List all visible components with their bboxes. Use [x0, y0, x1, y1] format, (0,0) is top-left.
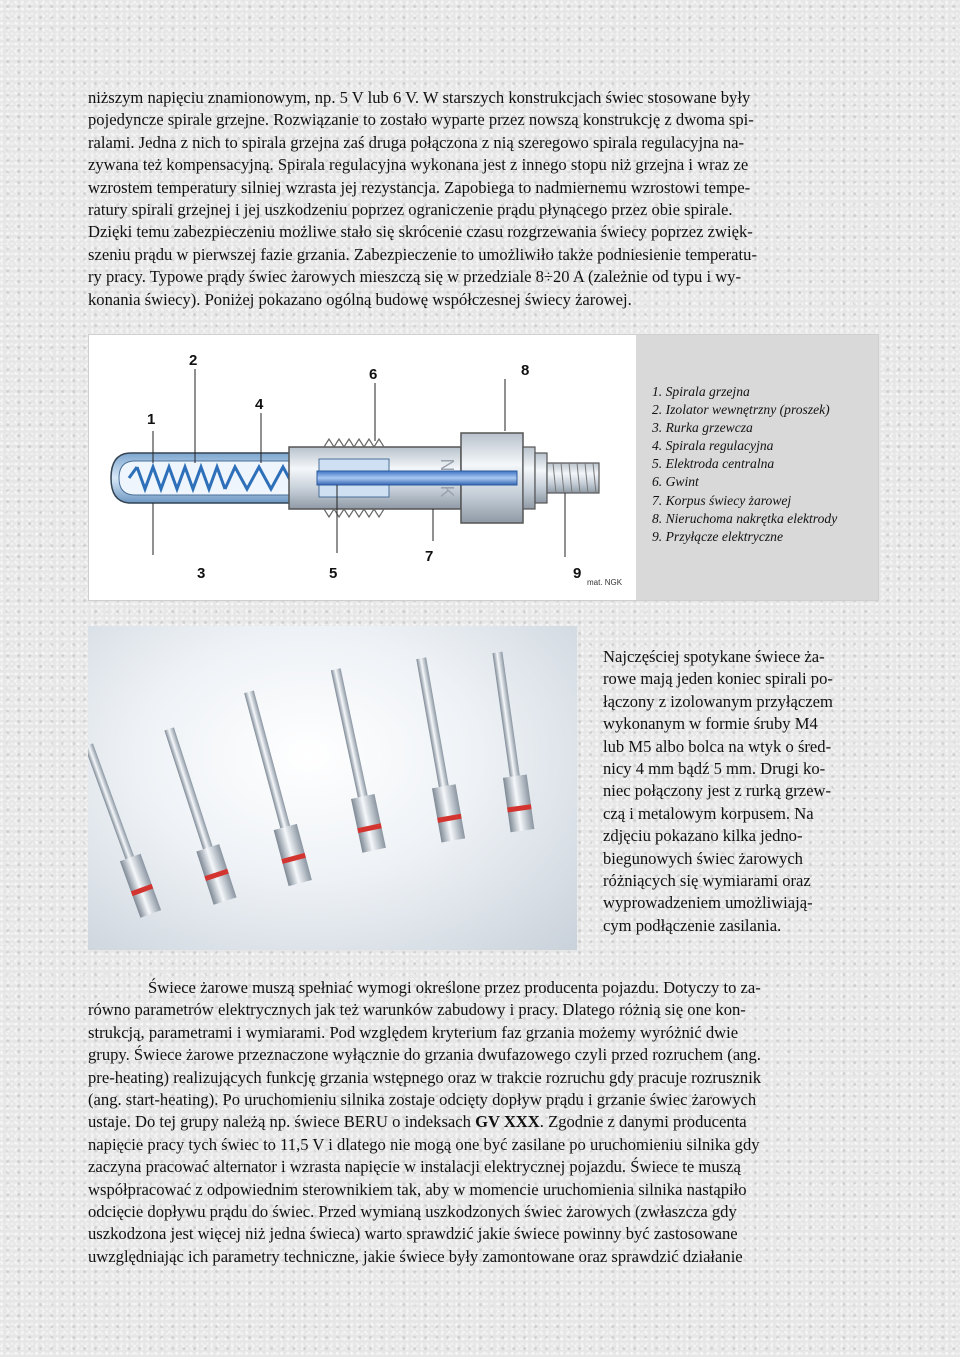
centre-electrode	[317, 471, 517, 485]
legend-item: 1. Spirala grzejna	[652, 384, 750, 399]
glow-plug-diagram	[88, 334, 879, 601]
text-line: ralami. Jedna z nich to spirala grzejna zaś druga połączona z nią szeregowo spirala regulacyjna na-	[88, 132, 745, 152]
source-credit: mat. NGK	[587, 578, 623, 587]
text-line: zaczyna pracować alternator i wzrasta napięcie w instalacji elektrycznej pojazdu. Świece te muszą	[88, 1157, 741, 1177]
legend-item: 6. Gwint	[652, 474, 699, 490]
glow-plugs-photo	[88, 626, 577, 950]
text-line: cym podłączenie zasilania.	[603, 915, 782, 935]
text-line: ratury spirali grzejnej i jej uszkodzeniu poprzez ograniczenie prądu płynącego przez obie spirale.	[88, 200, 733, 220]
text-line: uszkodzona jest więcej niż jedna świeca) warto sprawdzić jakie świece powinny być zastosowane	[88, 1224, 738, 1244]
text-line: pre-heating) realizujących funkcję grzania wstępnego oraz w trakcie rozruchu gdy pracuje rozrusznik	[88, 1067, 762, 1087]
label-2: 2	[189, 352, 198, 369]
label-8: 8	[521, 362, 530, 379]
text-line: wzrostem temperatury silniej wzrasta jej rezystancja. Zapobiega to nadmiernemu wzrostowi tempe-	[88, 177, 751, 197]
text-line: niec połączony jest z rurką grzew-	[603, 781, 832, 801]
terminal	[547, 463, 599, 493]
text-line: ry pracy. Typowe prądy świec żarowych mieszczą się w przedziale 8÷20 A (zależnie od typu i wy-	[88, 267, 742, 287]
legend-item: 7. Korpus świecy żarowej	[652, 492, 792, 508]
text-line: rowe mają jeden koniec spirali po-	[603, 669, 833, 689]
label-5: 5	[329, 565, 338, 582]
text-line: lub M5 albo bolca na wtyk o śred-	[603, 736, 832, 756]
text-line: łączony z izolowanym przyłączem	[603, 691, 833, 711]
text-run: . Zgodnie z danymi producenta	[539, 1112, 747, 1132]
paragraph-requirements	[88, 977, 874, 1268]
text-line: równo parametrów elektrycznych jak też warunków zabudowy i pracy. Dlatego różnią się one kon-	[88, 1000, 746, 1020]
paragraph-construction	[88, 87, 874, 311]
label-6: 6	[369, 366, 378, 383]
text-line: biegunowych świec żarowych	[603, 848, 803, 868]
label-1: 1	[147, 411, 156, 428]
text-line: współpracować z odpowiednim sterownikiem tak, aby w momencie uruchomienia silnika nastąpiło	[88, 1179, 747, 1199]
text-line: Świece żarowe muszą spełniać wymogi określone przez producenta pojazdu. Dotyczy to za-	[148, 978, 761, 997]
electrode-nut	[535, 453, 547, 503]
text-line: Najczęściej spotykane świece ża-	[603, 647, 825, 666]
glow-plug	[324, 667, 386, 853]
text-line: wyprowadzeniem umożliwiają-	[603, 893, 813, 913]
text-line: napięcie pracy tych świec to 11,5 V i dlatego nie mogą one być zasilane po uruchomieniu silnika gdy	[88, 1134, 760, 1154]
text-line: czą i metalowym korpusem. Na	[603, 803, 814, 823]
text-line: różniących się wymiarami oraz	[603, 871, 811, 891]
glow-plugs-illustration	[88, 626, 577, 950]
text-line: zywana też kompensacyjną. Spirala regulacyjna wykonana jest z innego stopu niż grzejna i wraz ze	[88, 155, 749, 175]
text-line: szeniu prądu w pierwszej fazie grzania. Zabezpieczenie to umożliwiło także podniesienie temperatu-	[88, 244, 757, 264]
text-line: zdjęciu pokazano kilka jedno-	[603, 826, 803, 846]
text-line-with-bold	[88, 1111, 874, 1133]
text-line: pojedyncze spirale grzejne. Rozwiązanie to zostało wyparte przez nowszą konstrukcję z dwoma spi-	[88, 110, 754, 130]
text-line: strukcją, parametrami i wymiarami. Pod względem kryterium faz grzania możemy wyróżnić dwie	[88, 1022, 739, 1042]
text-line: wykonanym w formie śruby M4	[603, 714, 818, 734]
text-line: uwzględniając ich parametry techniczne, jakie świece były zamontowane oraz sprawdzić działanie	[88, 1246, 743, 1266]
text-run: ustaje. Do tej grupy należą np. świece BERU o indeksach	[88, 1112, 476, 1132]
legend-item: 8. Nieruchoma nakrętka elektrody	[652, 510, 838, 526]
glow-plug	[158, 725, 237, 905]
glow-plug-cross-section	[89, 335, 636, 600]
paragraph-photo-description	[603, 646, 873, 937]
text-line: (ang. start-heating). Po uruchomieniu silnika zostaje odcięty dopływ prądu i grzanie świec żarowych	[88, 1090, 757, 1110]
legend-item: 5. Elektroda centralna	[652, 456, 775, 472]
glow-plug	[88, 741, 161, 918]
label-7: 7	[425, 548, 434, 565]
label-9: 9	[573, 565, 582, 582]
text-line: grupy. Świece żarowe przeznaczone wyłącznie do grzania dwufazowego czyli przed rozruchem (ang.	[88, 1045, 761, 1065]
glow-plug	[486, 651, 535, 833]
text-line: Dzięki temu zabezpieczeniu możliwe stało się skrócenie czasu rozgrzewania świecy poprzez zwięk-	[88, 222, 753, 242]
legend-item: 4. Spirala regulacyjna	[652, 438, 774, 454]
legend-item: 3. Rurka grzewcza	[652, 420, 753, 436]
glow-plug	[237, 689, 311, 886]
glow-plug	[409, 656, 465, 842]
text-line: niższym napięciu znamionowym, np. 5 V lub 6 V. W starszych konstrukcjach świec stosowane były	[88, 88, 751, 107]
label-4: 4	[255, 396, 264, 413]
text-line: konania świecy). Poniżej pokazano ogólną budowę współczesnej świecy żarowej.	[88, 289, 632, 309]
legend-item: 2. Izolator wewnętrzny (proszek)	[652, 402, 830, 418]
legend-item: 9. Przyłącze elektryczne	[652, 528, 783, 544]
label-3: 3	[197, 565, 206, 582]
diagram-legend	[636, 335, 878, 600]
bold-index: GV XXX	[475, 1112, 540, 1132]
text-line: nicy 4 mm bądź 5 mm. Drugi ko-	[603, 759, 826, 779]
text-line: odcięcie dopływu prądu do świec. Przed wymianą uszkodzonych świec żarowych (zwłaszcza gdy	[88, 1202, 737, 1222]
